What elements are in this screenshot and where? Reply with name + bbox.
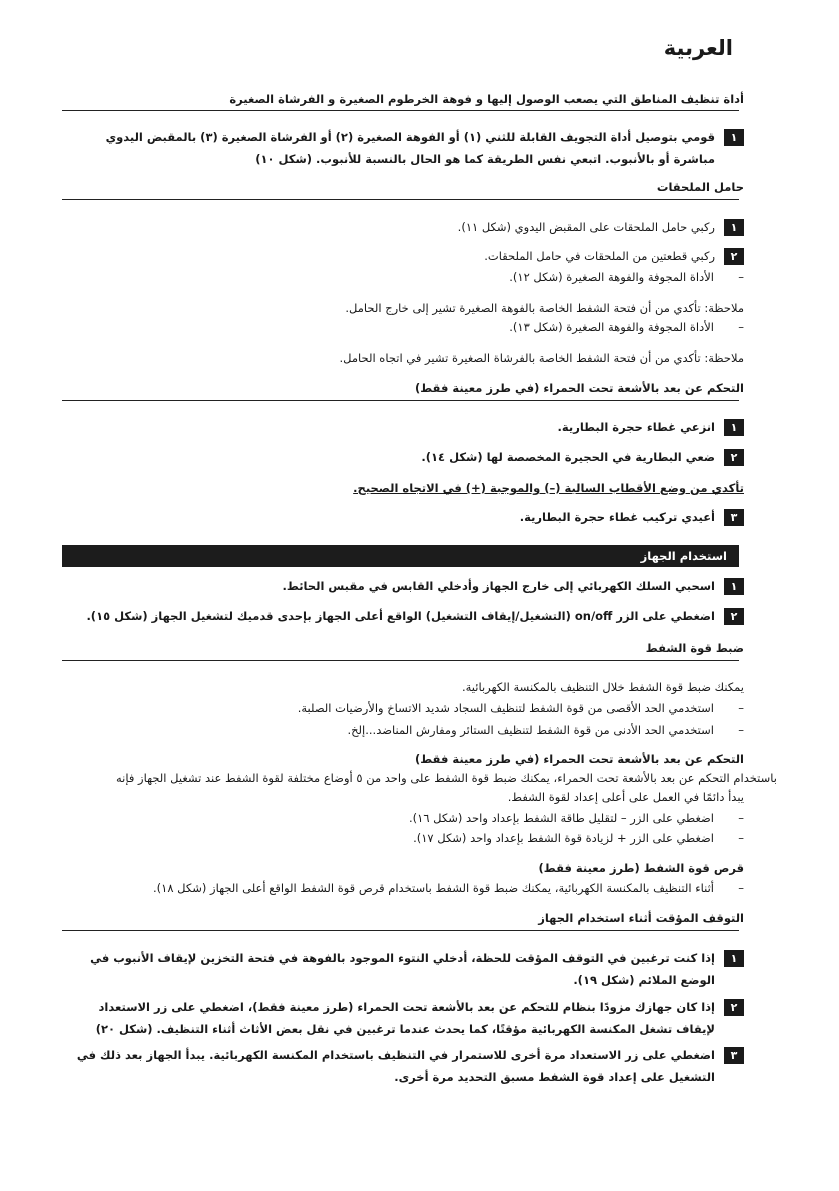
subheading: قرص قوة الشفط (طرز معينة فقط) [538,861,744,875]
step-number: ٢ [724,608,744,625]
step-number: ٣ [724,509,744,526]
step-number: ١ [724,419,744,436]
chapter-bar [62,545,739,567]
list-item: –استخدمي الحد الأدنى من قوة الشفط لتنظيف الستائر ومفارش المناضد...إلخ. [347,723,744,737]
step-number: ٢ [724,999,744,1016]
divider [62,110,739,111]
list-item: –اضغطي على الزر – لتقليل طاقة الشفط بإعداد واحد (شكل ١٦). [409,811,744,825]
language-title: العربية [663,36,733,60]
subheading: التحكم عن بعد بالأشعة تحت الحمراء (في طرز معينة فقط) [414,752,744,766]
step-number: ١ [724,950,744,967]
note: ملاحظة: تأكدي من أن فتحة الشفط الخاصة بالفوهة الصغيرة تشير إلى خارج الحامل. [345,301,744,315]
step-text: ركبي حامل الملحقات على المقبض اليدوي (شكل ١١). [457,220,715,234]
step-text: إذا كنت ترغبين في التوقف المؤقت للحظة، أدخلي النتوء الموجود بالفوهة في فتحة التخزين لإيقاف الأنبوب في الوضع الملائم (شكل ١٩). [90,951,715,987]
step-number: ٢ [724,248,744,265]
list-item: –استخدمي الحد الأقصى من قوة الشفط لتنظيف السجاد شديد الاتساخ والأرضيات الصلبة. [297,701,744,715]
warning: تأكدي من وضع الأقطاب السالبة (–) والموجبة (+) في الاتجاه الصحيح. [353,481,744,495]
divider [62,400,739,401]
step-text: اضغطي على زر الاستعداد مرة أخرى للاستمرار في التنظيف باستخدام المكنسة الكهربائية. يبدأ الجهاز بعد ذلك في التشغيل على إعداد قوة الشفط مسبق التحديد مرة أخرى. [76,1048,715,1084]
step-text: انزعي غطاء حجرة البطارية. [557,420,715,434]
section-heading-suction-power: ضبط قوة الشفط [645,641,744,655]
step-text: اسحبي السلك الكهربائي إلى خارج الجهاز وأدخلي القابس في مقبس الحائط. [282,579,715,593]
note: ملاحظة: تأكدي من أن فتحة الشفط الخاصة بالفرشاة الصغيرة تشير في اتجاه الحامل. [339,351,744,365]
divider [62,930,739,931]
step-number: ١ [724,578,744,595]
step-text: اضغطي على الزر on/off (التشغيل/إيقاف التشغيل) الواقع أعلى الجهاز بإحدى قدميك لتشغيل الجهاز (شكل ١٥). [86,609,715,623]
chapter-title: استخدام الجهاز [640,549,727,563]
section-heading-pause: التوقف المؤقت أثناء استخدام الجهاز [538,911,744,925]
divider [62,660,739,661]
paragraph: يبدأ دائمًا في العمل على أعلى إعداد لقوة الشفط. [507,790,744,804]
list-item: –اضغطي على الزر + لزيادة قوة الشفط بإعداد واحد (شكل ١٧). [413,831,744,845]
step-text: ضعي البطارية في الحجيرة المخصصة لها (شكل ١٤). [421,450,715,464]
paragraph: باستخدام التحكم عن بعد بالأشعة تحت الحمراء، يمكنك ضبط قوة الشفط على واحد من ٥ أوضاع مختلفة لقوة الشفط عند تشغيل الجهاز فإنه [116,771,777,785]
step-number: ٣ [724,1047,744,1064]
paragraph: يمكنك ضبط قوة الشفط خلال التنظيف بالمكنسة الكهربائية. [461,680,744,694]
step-text: أعيدي تركيب غطاء حجرة البطارية. [519,510,715,524]
section-heading-accessory-holder: حامل الملحقات [656,180,744,194]
step-text: قومي بتوصيل أداة التجويف القابلة للثني (١) أو الفوهة الصغيرة (٢) أو الفرشاة الصغيرة (٣) بالمقبض اليدوي مباشرة أو بالأنبوب. اتبعي نفس الطريقة كما هو الحال بالنسبة للأنبوب. (شكل ١٠) [105,130,715,166]
list-item: –الأداة المجوفة والفوهة الصغيرة (شكل ١٣). [509,320,744,334]
step-number: ٢ [724,449,744,466]
step-number: ١ [724,129,744,146]
step-text: ركبي قطعتين من الملحقات في حامل الملحقات. [484,249,715,263]
list-item: –الأداة المجوفة والفوهة الصغيرة (شكل ١٢). [509,270,744,284]
step-text: إذا كان جهازك مزودًا بنظام للتحكم عن بعد بالأشعة تحت الحمراء (طرز معينة فقط)، اضغطي على زر الاستعداد لإيقاف تشغل المكنسة الكهربائية مؤقتًا، كما يحدث عندما ترغبين في نقل بعض الأثاث أثناء التنظيف. (شكل ٢٠) [95,1000,715,1036]
section-heading-ir-remote: التحكم عن بعد بالأشعة تحت الحمراء (في طرز معينة فقط) [414,381,744,395]
section-heading-small-tools: أداة تنظيف المناطق التي يصعب الوصول إليها و فوهة الخرطوم الصغيرة و الفرشاة الصغيرة [229,92,744,106]
step-number: ١ [724,219,744,236]
divider [62,199,739,200]
list-item: –أثناء التنظيف بالمكنسة الكهربائية، يمكنك ضبط قوة الشفط باستخدام قرص قوة الشفط الواقع أعلى الجهاز (شكل ١٨). [153,881,744,895]
